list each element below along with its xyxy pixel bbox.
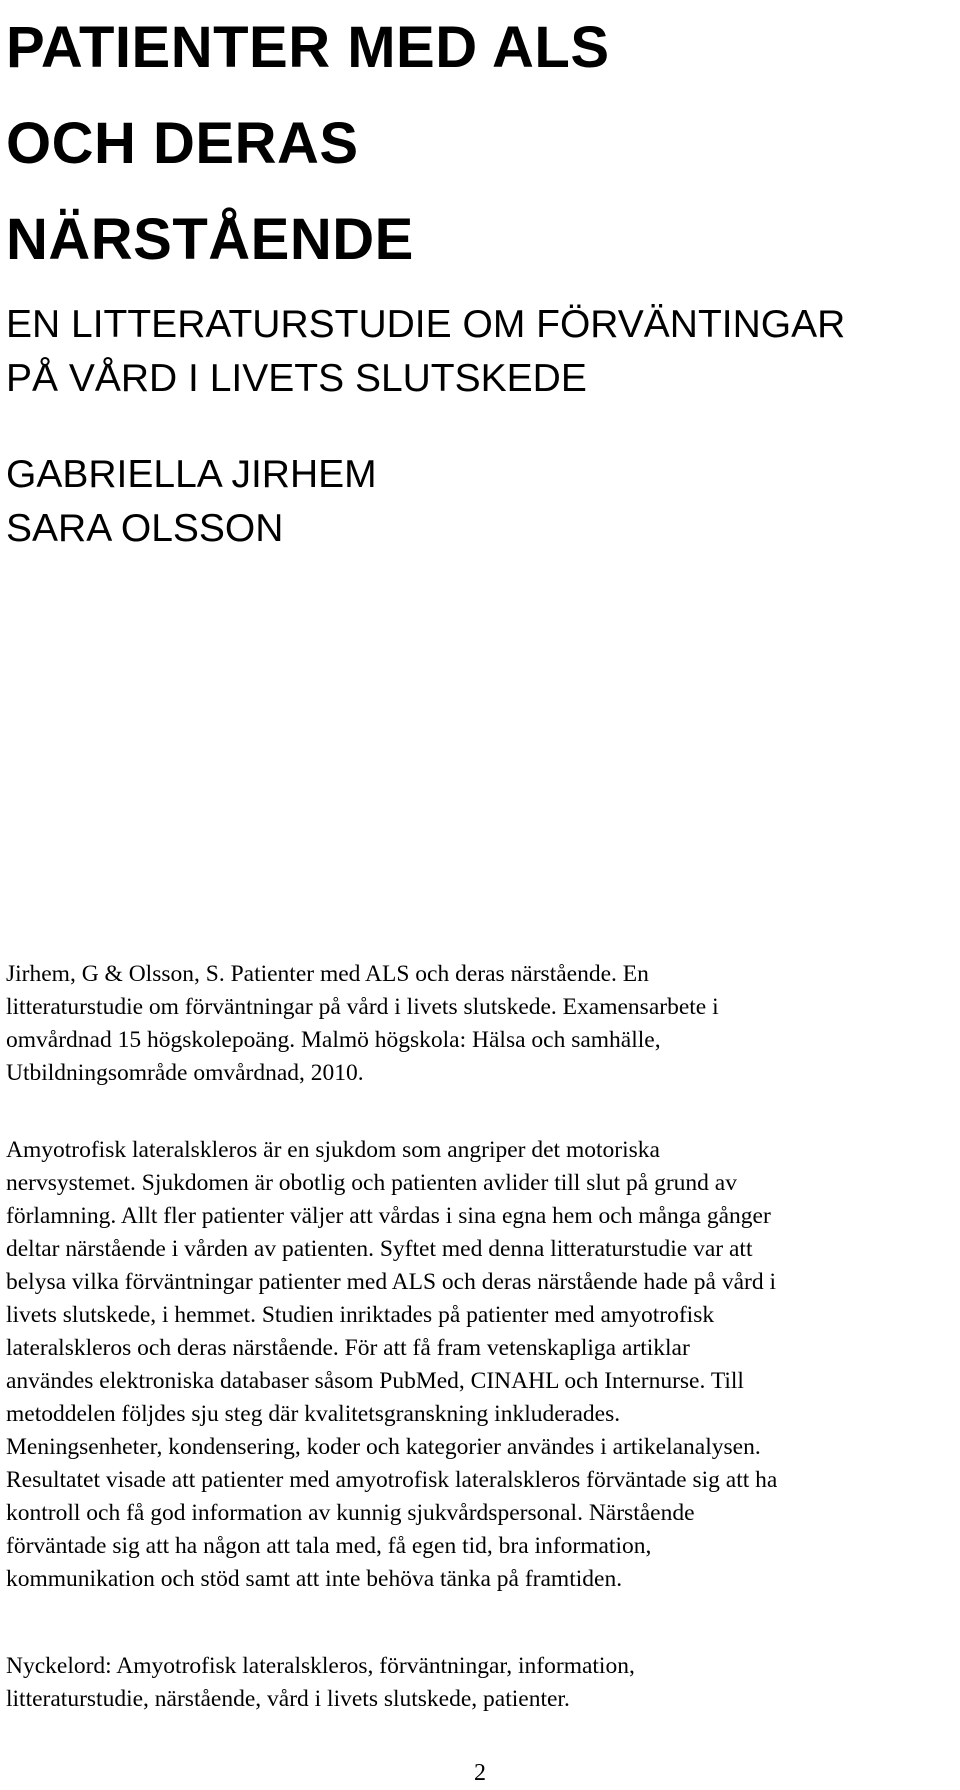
abstract-line: kommunikation och stöd samt att inte behöva tänka på framtiden. bbox=[6, 1566, 623, 1592]
citation-line: Jirhem, G & Olsson, S. Patienter med ALS och deras närstående. En bbox=[6, 961, 649, 987]
citation-line: Utbildningsområde omvårdnad, 2010. bbox=[6, 1060, 364, 1086]
author-name: SARA OLSSON bbox=[6, 507, 284, 550]
keywords-line: Nyckelord: Amyotrofisk lateralskleros, förväntningar, information, bbox=[6, 1653, 635, 1679]
title-line: PATIENTER MED ALS bbox=[6, 15, 610, 80]
abstract-line: lateralskleros och deras närstående. För att få fram vetenskapliga artiklar bbox=[6, 1335, 690, 1361]
citation-line: litteraturstudie om förväntningar på vård i livets slutskede. Examensarbete i bbox=[6, 994, 719, 1020]
abstract-paragraph bbox=[6, 1134, 956, 1596]
abstract-line: förlamning. Allt fler patienter väljer att vårdas i sina egna hem och många gånger bbox=[6, 1203, 771, 1229]
abstract-line: Meningsenheter, kondensering, koder och kategorier användes i artikelanalysen. bbox=[6, 1434, 761, 1460]
author-name: GABRIELLA JIRHEM bbox=[6, 453, 377, 496]
abstract-line: nervsystemet. Sjukdomen är obotlig och patienten avlider till slut på grund av bbox=[6, 1170, 737, 1196]
citation-paragraph bbox=[6, 958, 956, 1090]
abstract-line: Resultatet visade att patienter med amyotrofisk lateralskleros förväntade sig att ha bbox=[6, 1467, 778, 1493]
abstract-line: metoddelen följdes sju steg där kvalitetsgranskning inkluderades. bbox=[6, 1401, 621, 1427]
title-line: OCH DERAS bbox=[6, 111, 359, 176]
author-list bbox=[6, 448, 946, 556]
subtitle-line: EN LITTERATURSTUDIE OM FÖRVÄNTINGAR bbox=[6, 303, 846, 346]
abstract-line: förväntade sig att ha någon att tala med, få egen tid, bra information, bbox=[6, 1533, 652, 1559]
page-number: 2 bbox=[474, 1760, 486, 1786]
abstract-line: användes elektroniska databaser såsom PubMed, CINAHL och Internurse. Till bbox=[6, 1368, 744, 1394]
keywords-paragraph bbox=[6, 1650, 956, 1716]
keywords-line: litteraturstudie, närstående, vård i livets slutskede, patienter. bbox=[6, 1686, 570, 1712]
abstract-line: Amyotrofisk lateralskleros är en sjukdom som angriper det motoriska bbox=[6, 1137, 660, 1163]
document-title bbox=[6, 0, 946, 288]
abstract-line: kontroll och få god information av kunnig sjukvårdspersonal. Närstående bbox=[6, 1500, 695, 1526]
document-subtitle bbox=[6, 298, 946, 406]
title-line: NÄRSTÅENDE bbox=[6, 207, 414, 272]
abstract-line: deltar närstående i vården av patienten. Syftet med denna litteraturstudie var att bbox=[6, 1236, 753, 1262]
abstract-line: livets slutskede, i hemmet. Studien inriktades på patienter med amyotrofisk bbox=[6, 1302, 715, 1328]
citation-line: omvårdnad 15 högskolepoäng. Malmö högskola: Hälsa och samhälle, bbox=[6, 1027, 661, 1053]
subtitle-line: PÅ VÅRD I LIVETS SLUTSKEDE bbox=[6, 357, 587, 400]
abstract-line: belysa vilka förväntningar patienter med ALS och deras närstående hade på vård i bbox=[6, 1269, 776, 1295]
